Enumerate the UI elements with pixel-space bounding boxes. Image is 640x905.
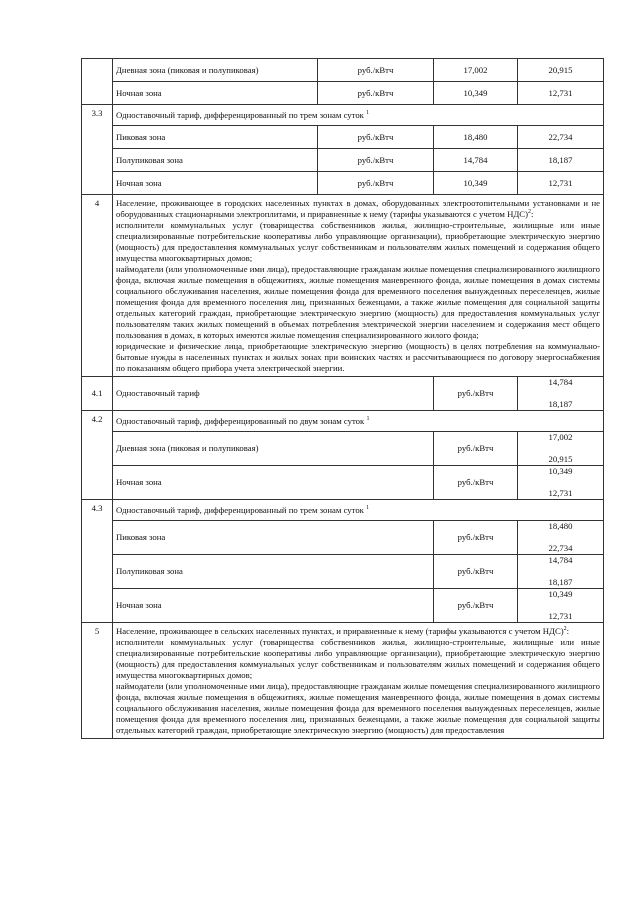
value-1: 10,349 [434,172,518,195]
zone-label: Пиковая зона [113,521,434,555]
unit-cell: руб./кВтч [434,432,518,466]
table-row [82,377,604,411]
paragraph: исполнители коммунальных услуг (товарищества собственников жилья, жилищно-строительные, жилищные или иные специализированные потребительские кооперативы либо управляющие организации), приобретающие электрическую энергию (мощность) для предоставления коммунальных услуг собственникам и пользователям жилых помещений и содержания общего имущества многоквартирных домов; [116,220,600,263]
values: 10,34912,731 [518,466,604,500]
tariff-table [81,58,604,739]
unit-cell: руб./кВтч [318,82,434,105]
unit-cell: руб./кВтч [434,521,518,555]
table-row [82,521,604,555]
table-row [82,432,604,466]
value-1: 18,480 [434,126,518,149]
row-number: 4.3 [82,500,113,623]
zone-label: Дневная зона (пиковая и полупиковая) [113,59,318,82]
zone-label: Полупиковая зона [113,555,434,589]
unit-cell: руб./кВтч [434,555,518,589]
table-row [82,172,604,195]
row-number: 4.1 [82,377,113,411]
zone-label: Ночная зона [113,466,434,500]
paragraph: Население, проживающее в городских населенных пунктах в домах, оборудованных электроотопительными установками и не оборудованных стационарными электроплитами, и приравненные к нему (тарифы указываются с учетом НДС)$^2$: [116,198,600,219]
section-row [82,195,604,377]
value-2: 20,915 [518,59,604,82]
values: 10,34912,731 [518,589,604,623]
row-number: 5 [82,623,113,739]
zone-label: Ночная зона [113,82,318,105]
table-row [82,466,604,500]
table-row [82,126,604,149]
values: 14,78418,187 [518,555,604,589]
value-2: 18,187 [518,149,604,172]
zone-label: Пиковая зона [113,126,318,149]
value-1: 10,349 [434,82,518,105]
value-2: 12,731 [518,82,604,105]
value-2: 12,731 [518,172,604,195]
paragraph: Население, проживающее в сельских населенных пунктах, и приравненные к нему (тарифы указываются с учетом НДС)$^2$: [116,626,570,636]
zone-label: Ночная зона [113,172,318,195]
zone-label: Дневная зона (пиковая и полупиковая) [113,432,434,466]
table-row [82,59,604,82]
section-description [113,623,604,739]
tariff-label: Одноставочный тариф [113,377,434,411]
paragraph: юридические и физические лица, приобретающие электрическую энергию (мощность) в целях потребления на коммунально-бытовые нужды в населенных пунктах и жилых зонах при воинских частях и рассчитывающиеся по договору энергоснабжения по показаниям общего прибора учета электрической энергии. [116,341,600,373]
row-number: 4.2 [82,411,113,500]
unit-cell: руб./кВтч [434,377,518,411]
table-row [82,82,604,105]
section-title: Одноставочный тариф, дифференцированный по трем зонам суток $^1$ [113,105,604,126]
values: 18,48022,734 [518,521,604,555]
paragraph: наймодатели (или уполномоченные ими лица), предоставляющие гражданам жилые помещения специализированного жилищного фонда, включая жилые помещения в общежитиях, жилые помещения маневренного фонда, жилые помещения в домах системы социального обслуживания населения, жилые помещения фонда для временного поселения вынужденных переселенцев, жилые помещения фонда для временного поселения лиц, признанных беженцами, а также жилые помещения для социальной защиты отдельных категорий граждан, приобретающие электрическую энергию (мощность) для предоставления [116,681,600,735]
paragraph: исполнители коммунальных услуг (товарищества собственников жилья, жилищно-строительные, жилищные или иные специализированные потребительские кооперативы либо управляющие организации), приобретающие электрическую энергию (мощность) для предоставления коммунальных услуг собственникам и пользователям жилых помещений и содержания общего имущества многоквартирных домов; [116,637,600,680]
section-row [82,623,604,739]
unit-cell: руб./кВтч [318,172,434,195]
row-number-cell [82,59,113,105]
section-row [82,500,604,521]
section-row [82,105,604,126]
section-title: Одноставочный тариф, дифференцированный по двум зонам суток $^1$ [113,411,604,432]
table-row [82,589,604,623]
zone-label: Ночная зона [113,589,434,623]
row-number: 4 [82,195,113,377]
paragraph: наймодатели (или уполномоченные ими лица), предоставляющие гражданам жилые помещения специализированного жилищного фонда, включая жилые помещения в общежитиях, жилые помещения маневренного фонда, жилые помещения в домах системы социального обслуживания населения, жилые помещения фонда для временного поселения вынужденных переселенцев, жилые помещения фонда для временного поселения лиц, признанных беженцами, а также жилые помещения для социальной защиты отдельных категорий граждан, приобретающие электрическую энергию (мощность) для предоставления коммунальных услуг пользователям таких жилых помещений в объемах потребления электрической энергии населением и содержания мест общего пользования в домах, в которых имеются жилые помещения специализированного жилого фонда; [116,264,600,340]
value-2: 22,734 [518,126,604,149]
section-title: Одноставочный тариф, дифференцированный по трем зонам суток $^1$ [113,500,604,521]
value-1: 14,784 [434,149,518,172]
values: 17,00220,915 [518,432,604,466]
unit-cell: руб./кВтч [318,59,434,82]
unit-cell: руб./кВтч [318,149,434,172]
table-row [82,149,604,172]
value-1: 17,002 [434,59,518,82]
zone-label: Полупиковая зона [113,149,318,172]
unit-cell: руб./кВтч [434,589,518,623]
value-1: 14,78418,187 [518,377,604,411]
section-description [113,195,604,377]
section-row [82,411,604,432]
unit-cell: руб./кВтч [434,466,518,500]
row-number: 3.3 [82,105,113,195]
unit-cell: руб./кВтч [318,126,434,149]
table-row [82,555,604,589]
